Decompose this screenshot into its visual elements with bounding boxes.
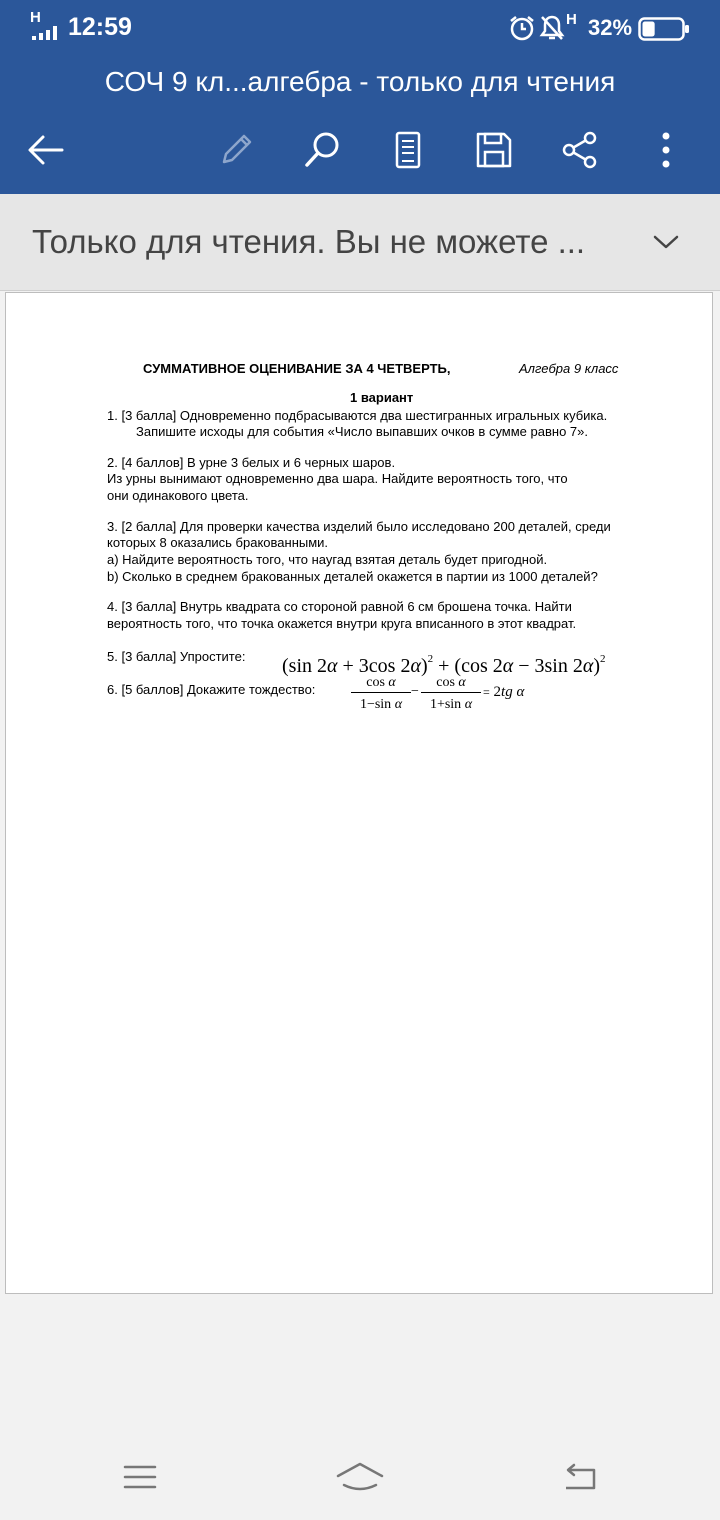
task4-line1: 4. [3 балла] Внутрь квадрата со стороной равной 6 см брошена точка. Найти bbox=[107, 599, 572, 614]
system-back-button[interactable] bbox=[540, 1442, 620, 1512]
task2-line3: они одинакового цвета. bbox=[107, 488, 249, 503]
toolbar bbox=[0, 118, 720, 178]
task3-line1: 3. [2 балла] Для проверки качества изделий было исследовано 200 деталей, среди bbox=[107, 519, 611, 534]
network-type: H bbox=[30, 9, 41, 26]
network-indicator bbox=[30, 9, 62, 40]
mobile-view-icon bbox=[393, 130, 423, 170]
menu-icon bbox=[122, 1462, 158, 1492]
save-button[interactable] bbox=[466, 122, 522, 178]
task1-line2: Запишите исходы для события «Число выпавших очков в сумме равно 7». bbox=[136, 424, 588, 439]
notifications-off-icon bbox=[539, 14, 565, 42]
signal-icon bbox=[32, 26, 62, 40]
home-button[interactable] bbox=[320, 1442, 400, 1512]
system-nav-bar bbox=[0, 1430, 720, 1520]
doc-subject: Алгебра 9 класс bbox=[519, 361, 619, 376]
edit-button[interactable] bbox=[208, 122, 264, 178]
task3-line4: b) Сколько в среднем бракованных деталей окажется в партии из 1000 деталей? bbox=[107, 569, 598, 584]
network-type-secondary: H bbox=[566, 11, 577, 28]
edit-pencil-icon bbox=[216, 130, 256, 170]
task2-line2: Из урны вынимают одновременно два шара. Найдите вероятность того, что bbox=[107, 471, 568, 486]
status-bar bbox=[0, 0, 720, 56]
task3-line3: a) Найдите вероятность того, что наугад взятая деталь будет пригодной. bbox=[107, 552, 548, 567]
fraction-2: $\frac{\text{cos α}}{\text{1+sin α}}$ bbox=[421, 674, 481, 715]
home-icon bbox=[334, 1460, 386, 1494]
app-bar bbox=[0, 0, 720, 194]
share-icon bbox=[560, 130, 600, 170]
task4-line2: вероятность того, что точка окажется внутри круга вписанного в этот квадрат. bbox=[107, 616, 577, 631]
task5-formula: (sin 2α + 3cos 2α)$^2$ + (cos 2α − 3sin 2α)$^2$ bbox=[282, 653, 606, 677]
doc-variant: 1 вариант bbox=[350, 390, 414, 405]
save-icon bbox=[474, 130, 514, 170]
battery-icon bbox=[638, 17, 690, 41]
task1-line1: 1. [3 балла] Одновременно подбрасываются два шестигранных игральных кубика. bbox=[107, 408, 608, 423]
banner-text: Только для чтения. Вы не можете ... bbox=[32, 223, 586, 260]
back-arrow-icon bbox=[26, 133, 66, 167]
search-button[interactable] bbox=[294, 122, 350, 178]
battery-percent: 32% bbox=[588, 15, 633, 40]
more-options-button[interactable] bbox=[638, 122, 694, 178]
banner-expand-button[interactable] bbox=[640, 216, 692, 268]
mobile-view-button[interactable] bbox=[380, 122, 436, 178]
task5-label: 5. [3 балла] Упростите: bbox=[107, 649, 246, 664]
task3-line2: которых 8 оказались бракованными. bbox=[107, 535, 329, 550]
fraction-1: $\frac{\text{cos α}}{\text{1−sin α}}$ bbox=[351, 674, 411, 715]
back-icon bbox=[560, 1462, 600, 1492]
document-page: СУММАТИВНОЕ ОЦЕНИВАНИЕ ЗА 4 ЧЕТВЕРТЬ, Алгебра 9 класс 1 вариант 1. [3 балла] Одновременно подбрасываются два шестигранных игральных кубика. Запишите исходы для события «Число выпавших очков в сумме равно 7». 2. [4 баллов] В урне 3 белых и 6 черных шаров. Из урны вынимают одновременно два шара. Найдите вероятность того, что они одинакового цвета. 3. [2 балла] Для проверки качества изделий было исследовано 200 деталей, среди которых 8 оказались бракованными. a) Найдите вероятность того, что наугад взятая деталь будет пригодной. b) Сколько в среднем бракованных деталей окажется в партии из 1000 деталей? 4. [3 балла] Внутрь квадрата со стороной равной 6 см брошена точка. Найти вероятность того, что точка окажется внутри круга вписанного в этот квадрат. 5. [3 балла] Упростите: (sin 2α + 3cos 2α)$^2$ + (cos 2α − 3sin 2α)$^2$ 6. [5 баллов] Докажите тождество: $\frac{\text{cos α}}{\text{1−sin α}}$ − $\frac{\text{cos α}}{\text{1+sin α}}$ = 2tg α bbox=[5, 292, 713, 1294]
share-button[interactable] bbox=[552, 122, 608, 178]
task6-label: 6. [5 баллов] Докажите тождество: bbox=[107, 682, 316, 697]
back-button[interactable] bbox=[18, 122, 74, 178]
clock: 12:59 bbox=[68, 13, 132, 41]
recent-apps-button[interactable] bbox=[100, 1442, 180, 1512]
more-icon bbox=[658, 130, 674, 170]
document-title: СОЧ 9 кл...алгебра - только для чтения bbox=[104, 66, 616, 97]
alarm-icon bbox=[508, 14, 536, 42]
doc-heading: СУММАТИВНОЕ ОЦЕНИВАНИЕ ЗА 4 ЧЕТВЕРТЬ, bbox=[143, 361, 451, 376]
search-icon bbox=[302, 130, 342, 170]
chevron-down-icon bbox=[652, 233, 680, 251]
task2-line1: 2. [4 баллов] В урне 3 белых и 6 черных шаров. bbox=[107, 455, 396, 470]
read-only-banner[interactable] bbox=[0, 194, 720, 291]
